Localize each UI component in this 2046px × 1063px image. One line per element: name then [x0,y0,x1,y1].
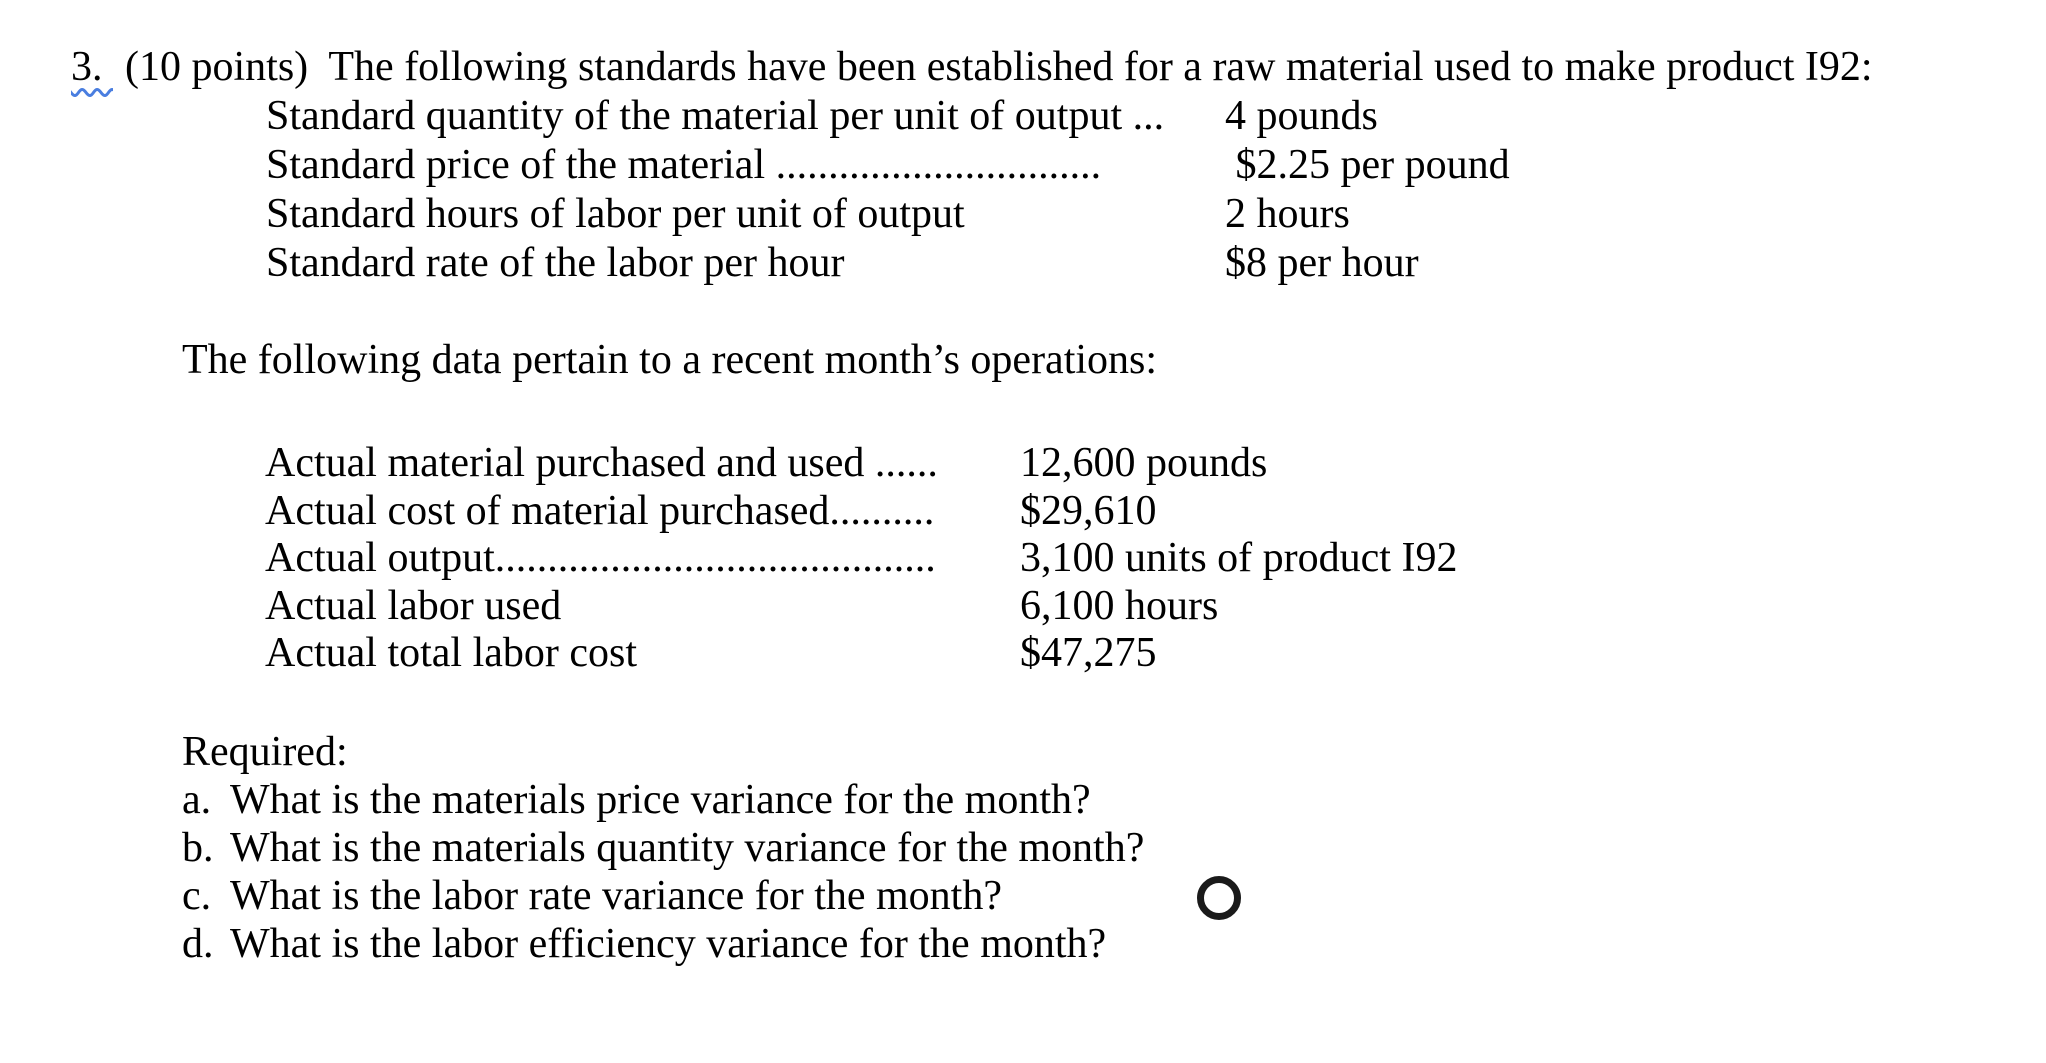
question-c: What is the labor rate variance for the month? [230,873,1002,919]
actuals-table [265,440,1457,678]
question-a: What is the materials price variance for the month? [230,777,1091,823]
list-item [182,920,1144,968]
table-row [266,239,1510,288]
table-row [266,141,1510,190]
table-row [266,92,1510,141]
table-row [265,630,1457,678]
actual-material-cost-label: Actual cost of material purchased.......... [265,487,935,534]
item-d-marker: d. [182,921,214,967]
standard-hours-label: Standard hours of labor per unit of output [266,191,965,237]
question-b: What is the materials quantity variance for the month? [230,825,1145,871]
standard-rate-value: $8 per hour [1225,240,1419,286]
actual-labor-cost-label: Actual total labor cost [265,630,638,676]
table-row [266,190,1510,239]
question-d: What is the labor efficiency variance for the month? [230,921,1107,967]
standards-table [266,92,1510,288]
actual-labor-used-label: Actual labor used [265,582,562,629]
item-a-marker: a. [182,777,212,823]
standard-quantity-label: Standard quantity of the material per unit of output ... [266,93,1165,139]
item-b-marker: b. [182,825,214,871]
actual-output-label: Actual output.......................................... [265,535,936,581]
table-row [265,440,1457,488]
required-title: Required: [182,729,348,775]
standard-rate-label: Standard rate of the labor per hour [266,240,845,286]
list-item [182,776,1144,824]
actual-data-intro: The following data pertain to a recent month’s operations: [182,337,1158,383]
actual-material-used-value: 12,600 pounds [1020,440,1268,486]
table-row [265,535,1457,583]
problem-number: 3. [71,44,113,90]
actual-material-used-label: Actual material purchased and used ...... [265,440,938,486]
item-c-marker: c. [182,873,212,919]
problem-heading [50,0,1873,91]
standard-price-value: $2.25 per pound [1225,142,1510,188]
actual-output-value: 3,100 units of product I92 [1020,535,1458,581]
required-section [182,728,1144,968]
actual-material-cost-value: $29,610 [1020,487,1157,534]
actual-labor-used-value: 6,100 hours [1020,582,1219,629]
circle-annotation-icon [1197,876,1241,920]
standard-price-label: Standard price of the material ............................... [266,142,1102,188]
standard-quantity-value: 4 pounds [1225,93,1378,139]
problem-statement: (10 points) The following standards have been established for a raw material used to make product I92: [125,44,1873,90]
standard-hours-value: 2 hours [1225,191,1350,237]
table-row [265,488,1457,536]
list-item [182,872,1144,920]
list-item [182,824,1144,872]
actual-labor-cost-value: $47,275 [1020,630,1157,676]
table-row [265,583,1457,631]
